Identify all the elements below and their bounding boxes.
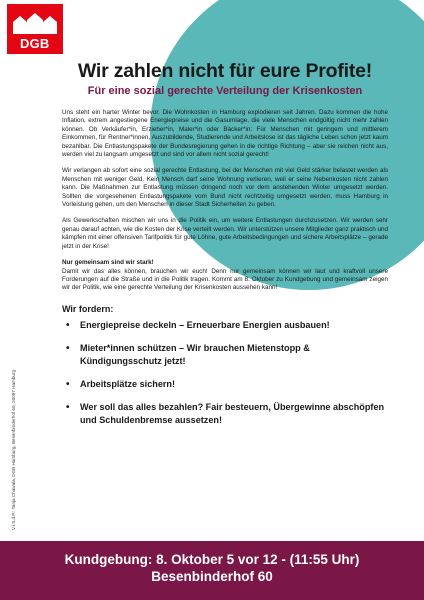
- bullet-icon: •: [66, 378, 70, 390]
- demands-list: [62, 319, 388, 427]
- list-item: [62, 319, 388, 332]
- paragraph-intro: Uns steht ein harter Winter bevor. Die Wohnkosten in Hamburg explodieren seit Jahren. Dazu kommen die hohe Inflation, extrem angestiegene Energiepreise und die Gasumlage, die viele Menschen endgültig nicht mehr zahlen können. Ob Verkäufer*in, Erzieher*in, Maler*in oder Bäcker*in: Für Menschen mit geringem und mittlerem Einkommen, für Rentner*innen, Auszubildende, Studierende und Arbeitslose ist das tägliche Leben schon jetzt kaum bezahlbar. Die Entlastungspakete der Bundesregierung gehen in die richtige Richtung – aber sie reichen nicht aus, werden viel zu langsam umgesetzt und sind vor allem nicht sozial gerecht!: [62, 109, 388, 159]
- event-location-line: Besenbinderhof 60: [151, 569, 273, 584]
- page-title: Wir zahlen nicht für eure Profite!: [77, 60, 373, 82]
- paragraph-demand: Wir verlangen ab sofort eine sozial gerechte Entlastung, bei der Menschen mit viel Geld stärker belastet werden als Menschen mit weniger Geld. Kein Mensch darf seine Wohnung verlieren, weil er seine Nebenkosten nicht zahlen kann. Die Maßnahmen zur Entlastung müssen dringend noch vor dem anstehenden Winter umgesetzt werden. Sollten die vorgesehenen Entlastungspakete vom Bund nicht rechtzeitig umgesetzt werden, muss Hamburg in Vorleistung gehen, um den Menschen in dieser Stadt Sicherheiten zu geben.: [62, 167, 388, 209]
- demand-text: Mieter*innen schützen – Wir brauchen Mietenstopp & Kündigungsschutz jetzt!: [80, 342, 310, 366]
- bullet-icon: •: [66, 319, 70, 331]
- list-item: [62, 378, 388, 391]
- list-item: [62, 342, 388, 368]
- imprint-vertical: [2, 230, 14, 530]
- demand-text: Energiepreise deckeln – Erneuerbare Energien ausbauen!: [80, 319, 330, 330]
- main-content: [62, 60, 388, 437]
- paragraph-unions: Als Gewerkschaften mischen wir uns in die Politik ein, um weitere Entlastungen durchzusetzen. Wir werden sehr genau darauf achten, wie die Kosten der Krise verteilt werden. Wir unterstützen unsere Mitglieder ganz praktisch und kämpfen mit einer offensiven Tarifpolitik für gute Löhne, gute Arbeitsbedingungen und sichere Arbeitsplätze – gerade jetzt in der Krise!: [62, 217, 388, 250]
- demands-title: Wir fordern:: [62, 303, 114, 314]
- bullet-icon: •: [66, 401, 70, 413]
- imprint-text: V.i.S.d.P.: Tanja Chawala, DGB Hamburg, Besenbinderhof 60, 20097 Hamburg: [11, 369, 16, 530]
- strength-heading: Nur gemeinsam sind wir stark!: [62, 259, 154, 267]
- logo-text: DGB: [20, 36, 50, 51]
- bullet-icon: •: [66, 342, 70, 354]
- demand-text: Arbeitsplätze sichern!: [80, 378, 176, 389]
- paragraph-call-to-action: Damit wir das alles können, brauchen wir euch! Denn nur gemeinsam können wir laut und kraftvoll unsere Forderungen auf die Straße und in die Politik tragen. Kommt am 8. Oktober zu Kundgebung und gemeinsam zeigen wir der Politik, wie eine gerechte Verteilung der Krisenkosten aussehen kann!: [62, 267, 388, 292]
- footer-banner: [0, 541, 424, 600]
- list-item: [62, 401, 388, 427]
- event-date-line: Kundgebung: 8. Oktober 5 vor 12 - (11:55 Uhr): [64, 552, 360, 567]
- page-subtitle: Für eine sozial gerechte Verteilung der Krisenkosten: [87, 85, 363, 97]
- demand-text: Wer soll das alles bezahlen? Fair besteuern, Übergewinne abschöpfen und Schuldenbremse aussetzen!: [80, 401, 385, 425]
